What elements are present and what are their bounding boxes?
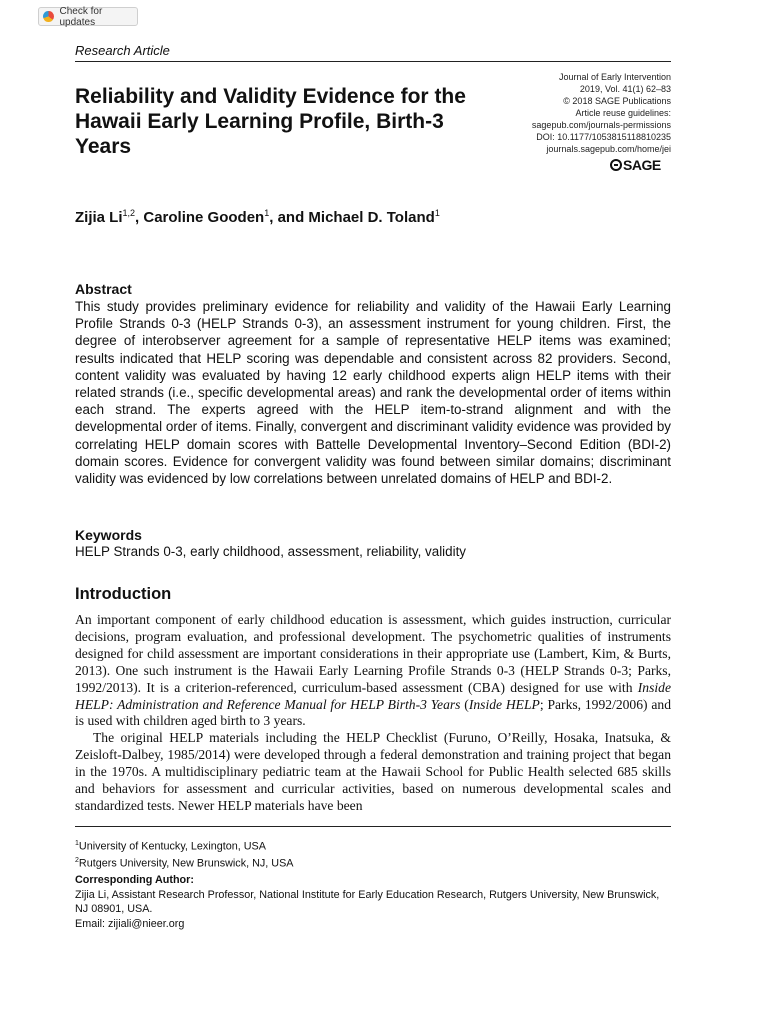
introduction-heading: Introduction — [75, 585, 172, 603]
author-name: Zijia Li — [75, 209, 123, 226]
footnote-divider — [75, 826, 671, 827]
header-divider — [75, 61, 671, 62]
author-affiliation-marker: 1 — [264, 208, 270, 218]
author-separator: , and — [269, 209, 309, 226]
abstract-text: This study provides preliminary evidence for reliability and validity of the Hawaii Early Learning Profile Strands 0-3 (HELP Strands 0-3), an assessment instrument for young children. First, the degree of interobserver agreement for a sample of representative HELP items was examined; results indicated that HELP scoring was dependable and consistent across 82 providers. Second, content validity was evaluated by having 12 early childhood experts align HELP items with their related strands (i.e., specific developmental areas) and rank the developmental order of items within each strand. The experts agreed with the HELP item-to-strand alignment and with the developmental order of items. Finally, convergent and discriminant validity evidence was provided by correlating HELP domain scores with Battelle Developmental Inventory–Second Edition (BDI-2) domain scores. Evidence for convergent validity was found between similar domains; discriminant validity was evidenced by low correlations between unrelated domains of HELP and BDI-2. — [75, 299, 671, 487]
keywords-heading: Keywords — [75, 527, 142, 543]
corresponding-author — [75, 873, 671, 931]
article-type: Research Article — [75, 43, 170, 58]
author-name: Michael D. Toland — [308, 209, 435, 226]
sage-logo — [610, 157, 661, 173]
journal-reuse: Article reuse guidelines: — [575, 108, 671, 118]
affiliation-marker: 1 — [75, 840, 79, 847]
author-separator: , — [135, 209, 144, 226]
affiliation-marker: 2 — [75, 857, 79, 865]
affiliation-item — [75, 837, 294, 854]
intro-italic-title: Inside HELP — [468, 696, 540, 712]
journal-volume: 2019, Vol. 41(1) 62–83 — [579, 84, 671, 94]
paper-title: Reliability and Validity Evidence for the Hawaii Early Learning Profile, Birth-3 Years — [75, 85, 466, 158]
check-for-updates-badge[interactable] — [38, 7, 138, 26]
affiliation-item — [75, 854, 294, 871]
corresponding-email[interactable]: Email: zijiali@nieer.org — [75, 917, 185, 930]
journal-name: Journal of Early Intervention — [558, 72, 671, 82]
intro-text: An important component of early childhood education is assessment, which guides instruction, curricular decisions, program evaluation, and professional development. The psychometric qualities of instruments designed for child assessment are important considerations in their appropriate use (Lambert, Kim, & Burts, 2013). One such instrument is the Hawaii Early Learning Profile Strands 0-3 (HELP Strands 0-3; Parks, 1992/2013). It is a criterion-referenced, curriculum-based assessment (CBA) designed for use with — [75, 612, 671, 695]
affiliation-text: Rutgers University, New Brunswick, NJ, USA — [78, 857, 294, 870]
intro-paragraph: The original HELP materials including the HELP Checklist (Furuno, O’Reilly, Hosaka, Inatsuka, & Zeisloft-Dalbey, 1985/2014) were developed through a federal demonstration and training project that began in the 1970s. A multidisciplinary pediatric team at the Hawaii School for Public Health selected 685 skills and behaviors for assessment and curricular activities, based on numerous developmental scales and standardized tests. Newer HELP materials have been — [75, 730, 671, 813]
intro-text: ( — [460, 696, 469, 712]
journal-copyright: © 2018 SAGE Publications — [563, 96, 671, 106]
sage-wordmark: SAGE — [623, 157, 661, 173]
check-for-updates-label: Check for updates — [59, 5, 103, 28]
author-name: Caroline Gooden — [143, 209, 265, 226]
intro-italic-title: Inside HELP: Administration and Reference Manual for HELP Birth-3 Years — [75, 679, 671, 712]
corresponding-heading: Corresponding Author: — [75, 874, 194, 886]
sage-logo-icon — [610, 159, 622, 171]
author-list — [75, 208, 440, 226]
corresponding-address: Zijia Li, Assistant Research Professor, National Institute for Early Education Research, Rutgers University, New Brunswick, NJ 08901, USA. — [75, 888, 660, 915]
introduction-body — [75, 612, 671, 815]
crossmark-icon — [43, 11, 54, 22]
keywords-text: HELP Strands 0-3, early childhood, assessment, reliability, validity — [75, 544, 466, 559]
affiliation-text: University of Kentucky, Lexington, USA — [78, 840, 266, 853]
journal-permissions-link[interactable]: sagepub.com/journals-permissions — [531, 120, 671, 130]
intro-text: ; Parks, 1992/2006) and is used with children aged birth to 3 years. — [75, 696, 671, 729]
affiliations — [75, 837, 294, 871]
author-affiliation-marker: 1 — [434, 208, 440, 218]
journal-info — [532, 71, 671, 155]
journal-homepage-link[interactable]: journals.sagepub.com/home/jei — [546, 144, 671, 154]
intro-paragraph — [75, 612, 671, 730]
abstract-heading: Abstract — [75, 281, 132, 297]
journal-doi[interactable]: DOI: 10.1177/1053815118810235 — [536, 132, 671, 142]
author-affiliation-marker: 1,2 — [122, 208, 136, 218]
